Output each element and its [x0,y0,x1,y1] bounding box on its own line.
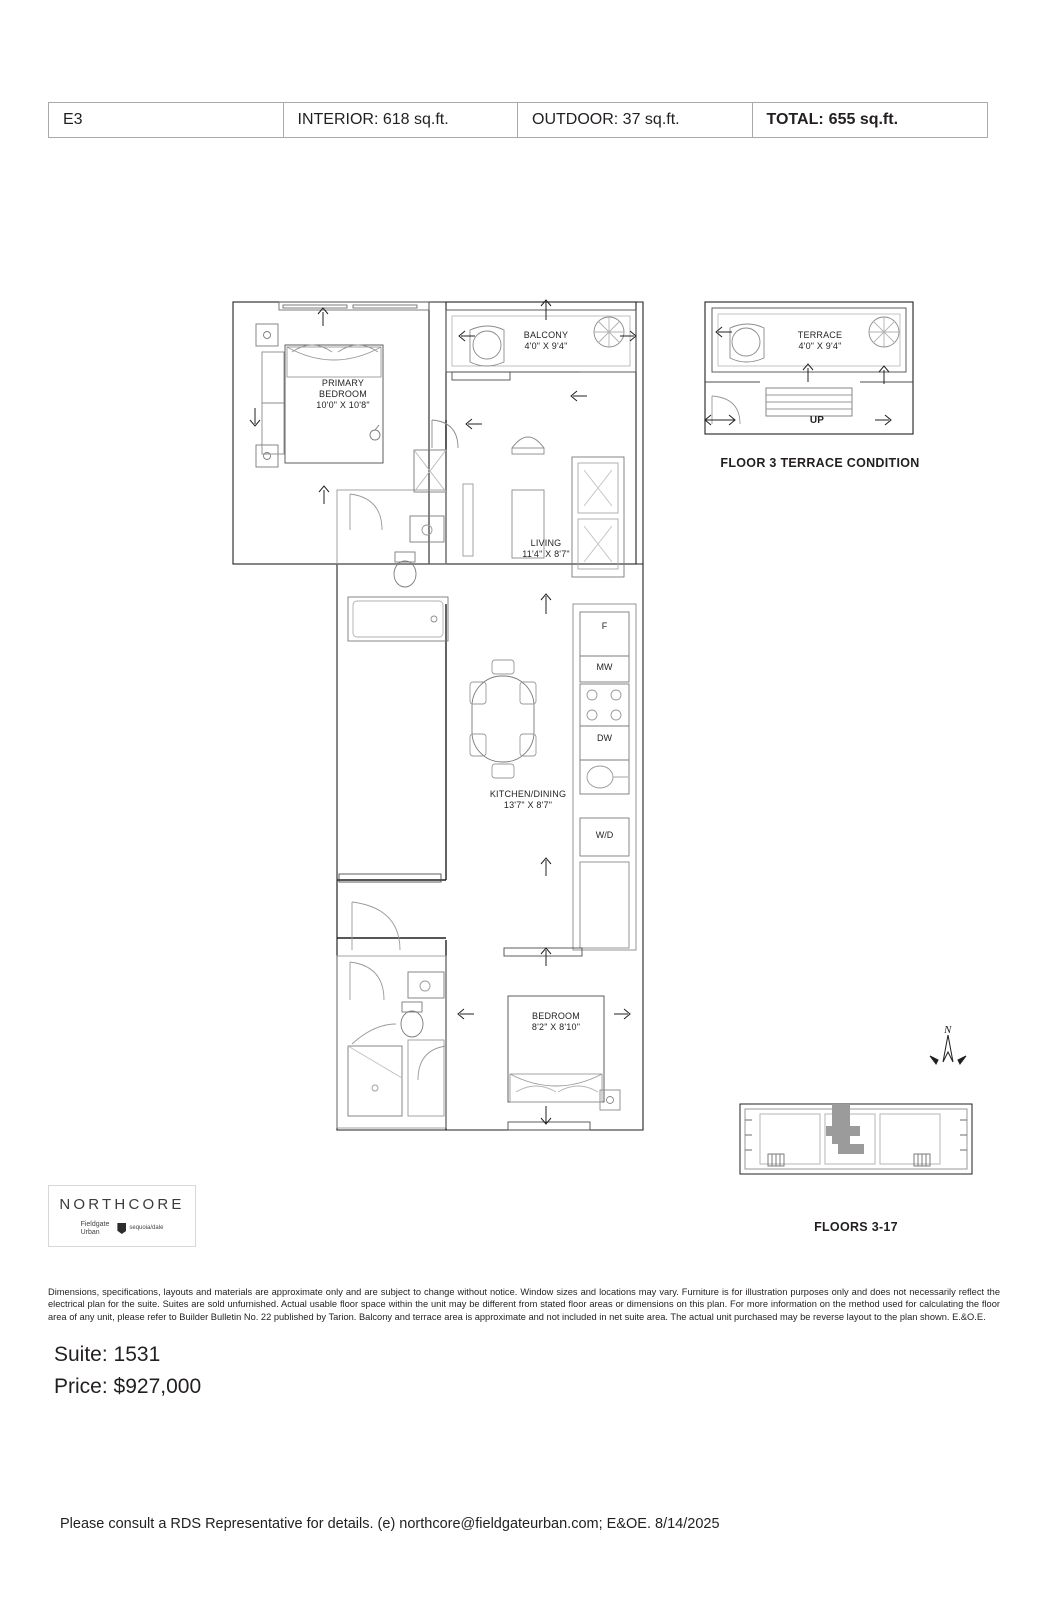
shield-icon [117,1223,126,1234]
room-label-terrace: TERRACE 4'0" X 9'4" [797,330,843,351]
room-label-balcony: BALCONY 4'0" X 9'4" [523,330,569,351]
price-line [54,1375,201,1399]
terrace-condition-caption: FLOOR 3 TERRACE CONDITION [720,456,920,470]
interior-value: 618 sq.ft. [382,111,449,128]
appliance-label-microwave: MW [596,662,613,672]
compass-north-label: N [944,1024,952,1036]
room-label-kitchen-dining: KITCHEN/DINING 13'7" X 8'7" [489,789,567,810]
room-label-living: LIVING 11'4" X 8'7" [522,538,570,559]
appliance-label-fridge: F [601,621,608,631]
keyplan-caption: FLOORS 3-17 [814,1220,898,1234]
total-value: 655 sq.ft. [828,111,899,128]
outdoor-label: OUTDOOR: [532,111,619,128]
suite-type-value: E3 [63,111,83,128]
northcore-logo [48,1185,196,1247]
northcore-wordmark: NORTHCORE [59,1195,185,1213]
disclaimer-text: Dimensions, specifications, layouts and materials are approximate only and are subject to change without notice. Window sizes and locations may vary. Furniture is for illustration purposes only and does not necessarily reflect the electrical plan for the suite. Suites are sold unfurnished. Actual usable floor space within the unit may be different from stated floor areas or dimensions on this plan. For more information on the method used for calculating the floor area of any unit, please refer to Builder Bulletin No. 22 published by Tarion. Balcony and terrace area is approximate and not included in net suite area. The actual unit purchased may be reverse layout to the plan shown. E.&O.E. [48,1287,1000,1322]
interior-label: INTERIOR: [297,111,379,128]
suite-value: 1531 [113,1343,161,1366]
footer-contact-text: Please consult a RDS Representative for details. (e) northcore@fieldgateurban.com; E&OE. 8/14/2025 [60,1516,720,1532]
outdoor-value: 37 sq.ft. [622,111,680,128]
stair-up-label: UP [809,415,825,426]
developer-logos [81,1221,164,1237]
sequoiadale-logo: sequoia/dale [117,1223,163,1234]
total-label: TOTAL: [766,111,824,128]
price-value: $927,000 [113,1375,202,1398]
room-label-bedroom: BEDROOM 8'2" X 8'10" [531,1011,581,1032]
price-label: Price: [54,1375,108,1398]
room-label-primary-bedroom: PRIMARY BEDROOM 10'0" X 10'8" [316,378,370,410]
appliance-label-washer-dryer: W/D [595,830,614,840]
fieldgate-urban-logo: Fieldgate Urban [80,1220,110,1236]
suite-number-line [54,1343,160,1367]
appliance-label-dishwasher: DW [597,733,612,743]
suite-label: Suite: [54,1343,108,1366]
